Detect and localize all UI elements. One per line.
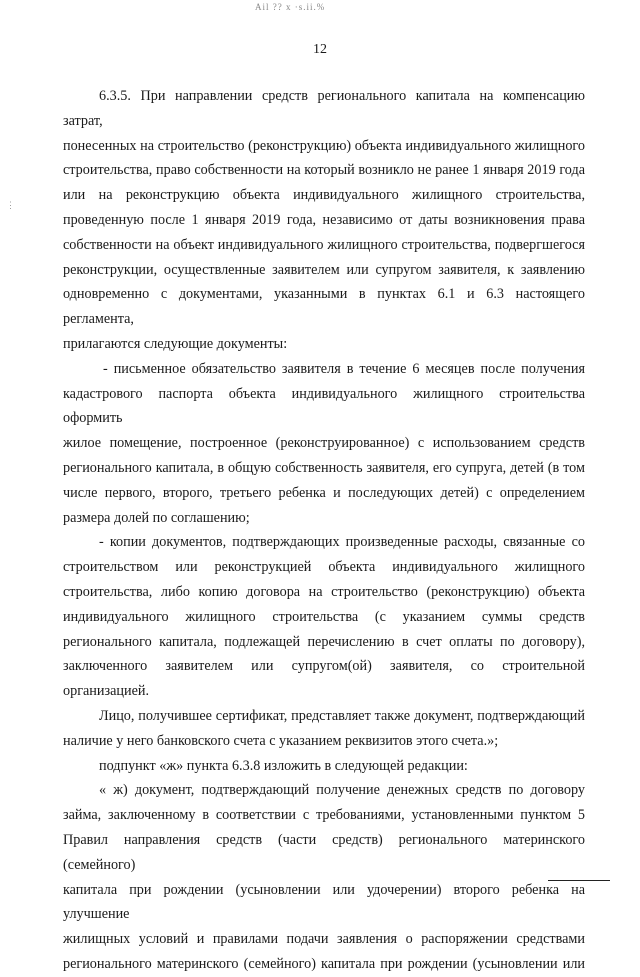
text-line: размера долей по соглашению; bbox=[63, 509, 250, 526]
text-line: понесенных на строительство (реконструкцию) объекта индивидуального жилищного bbox=[63, 137, 585, 154]
text-line: или на реконструкцию объекта индивидуального жилищного строительства, bbox=[63, 187, 585, 204]
text-line: 6.3.5. При направлении средств регионального капитала на компенсацию затрат, bbox=[63, 88, 585, 129]
text-line: регионального капитала, подлежащей перечислению в счет оплаты по договору), bbox=[63, 633, 585, 650]
text-line: числе первого, второго, третьего ребенка и последующих детей) с определением bbox=[63, 484, 585, 501]
text-line: « ж) документ, подтверждающий получение денежных средств по договору bbox=[99, 782, 585, 799]
text-line: прилагаются следующие документы: bbox=[63, 335, 288, 352]
text-line: наличие у него банковского счета с указанием реквизитов этого счета.»; bbox=[63, 732, 499, 749]
text-line: регионального капитала, в общую собственность заявителя, его супруга, детей (в том bbox=[63, 459, 585, 476]
text-line: регионального материнского (семейного) капитала при рождении (усыновлении или bbox=[63, 955, 585, 972]
text-line: займа, заключенному в соответствии с требованиями, установленными пунктом 5 bbox=[63, 807, 585, 824]
text-line: собственности на объект индивидуального жилищного строительства, подвергшегося bbox=[63, 236, 585, 253]
text-line: жилое помещение, построенное (реконструированное) с использованием средств bbox=[63, 435, 585, 452]
text-line: Правил направления средств (части средств) регионального материнского (семейного) bbox=[63, 831, 585, 873]
text-line: - письменное обязательство заявителя в течение 6 месяцев после получения bbox=[103, 360, 585, 377]
text-line: реконструкции, осуществленные заявителем или супругом заявителя, к заявлению bbox=[63, 261, 585, 278]
text-line: проведенную после 1 января 2019 года, независимо от даты возникновения права bbox=[63, 211, 585, 228]
scan-header-mark: Ail ?? x ·s.ii.% bbox=[255, 2, 326, 12]
text-line: подпункт «ж» пункта 6.3.8 изложить в следующей редакции: bbox=[99, 757, 468, 774]
text-line: одновременно с документами, указанными в пунктах 6.1 и 6.3 настоящего регламента, bbox=[63, 286, 585, 328]
text-line: индивидуального жилищного строительства (с указанием суммы средств bbox=[63, 608, 585, 625]
page-number: 12 bbox=[313, 42, 327, 57]
text-line: строительства, либо копию договора на строительство (реконструкцию) объекта bbox=[63, 583, 585, 600]
text-line: Лицо, получившее сертификат, представляет также документ, подтверждающий bbox=[99, 707, 585, 724]
document-body bbox=[63, 84, 585, 977]
text-line: строительства, право собственности на который возникло не ранее 1 января 2019 года bbox=[63, 162, 585, 179]
text-line: заключенного заявителем или супругом(ой) заявителя, со строительной организацией. bbox=[63, 658, 585, 700]
text-line: - копии документов, подтверждающих произведенные расходы, связанные со bbox=[99, 534, 585, 551]
text-line: капитала при рождении (усыновлении или удочерении) второго ребенка на улучшение bbox=[63, 881, 585, 923]
footer-rule bbox=[548, 880, 610, 881]
text-line: жилищных условий и правилами подачи заявления о распоряжении средствами bbox=[63, 931, 585, 948]
margin-mark: ⋮ bbox=[6, 200, 15, 210]
text-line: кадастрового паспорта объекта индивидуального жилищного строительства оформить bbox=[63, 385, 585, 427]
text-line: строительством или реконструкцией объекта индивидуального жилищного bbox=[63, 559, 585, 576]
